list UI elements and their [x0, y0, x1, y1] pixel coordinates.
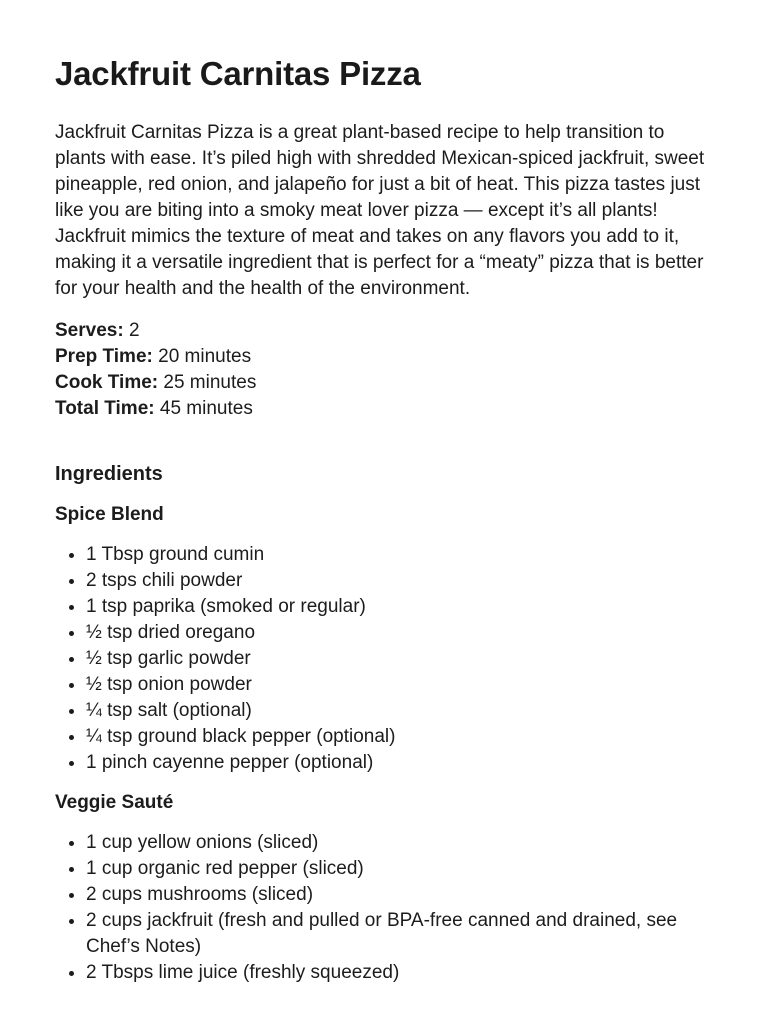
total-time-value: 45 minutes: [154, 398, 253, 419]
list-item: • 2 Tbsps lime juice (freshly squeezed): [86, 960, 715, 986]
total-time-label: Total Time:: [55, 398, 155, 419]
veggie-saute-heading: Veggie Sauté: [55, 792, 174, 813]
cook-time-label: Cook Time:: [55, 372, 159, 393]
cook-time-value: 25 minutes: [158, 372, 257, 393]
serves-row: [55, 318, 715, 344]
list-item: • 1 Tbsp ground cumin: [86, 542, 715, 568]
list-item: • 2 tsps chili powder: [86, 568, 715, 594]
ingredients-heading: Ingredients: [55, 463, 163, 485]
veggie-saute-list: [55, 830, 715, 986]
list-item: • ½ tsp onion powder: [86, 672, 715, 698]
list-item: • 1 tsp paprika (smoked or regular): [86, 594, 715, 620]
list-item: • ½ tsp dried oregano: [86, 620, 715, 646]
list-item: • ¼ tsp ground black pepper (optional): [86, 724, 715, 750]
prep-time-row: [55, 344, 715, 370]
serves-label: Serves:: [55, 320, 124, 341]
recipe-intro: Jackfruit Carnitas Pizza is a great plant-based recipe to help transition to plants with ease. It’s piled high with shredded Mexican-spiced jackfruit, sweet pineapple, red onion, and jalapeño for just a bit of heat. This pizza tastes just like you are biting into a smoky meat lover pizza — except it’s all plants! Jackfruit mimics the texture of meat and takes on any flavors you add to it, making it a versatile ingredient that is perfect for a “meaty” pizza that is better for your health and the health of the environment.: [55, 122, 705, 299]
list-item: • ¼ tsp salt (optional): [86, 698, 715, 724]
list-item: • 1 pinch cayenne pepper (optional): [86, 750, 715, 776]
list-item: • 2 cups jackfruit (fresh and pulled or BPA-free canned and drained, see Chef’s Notes): [86, 908, 715, 960]
spice-blend-heading: Spice Blend: [55, 504, 164, 525]
prep-time-value: 20 minutes: [152, 346, 252, 367]
list-item: • 1 cup yellow onions (sliced): [86, 830, 715, 856]
list-item: • ½ tsp garlic powder: [86, 646, 715, 672]
cook-time-row: [55, 370, 715, 396]
spice-blend-list: [55, 542, 715, 776]
list-item: • 2 cups mushrooms (sliced): [86, 882, 715, 908]
serves-value: 2: [123, 320, 140, 341]
total-time-row: [55, 396, 715, 422]
prep-time-label: Prep Time:: [55, 346, 153, 367]
recipe-meta: [55, 318, 715, 422]
page-title: Jackfruit Carnitas Pizza: [55, 55, 421, 92]
list-item: • 1 cup organic red pepper (sliced): [86, 856, 715, 882]
recipe-page: [55, 52, 715, 986]
